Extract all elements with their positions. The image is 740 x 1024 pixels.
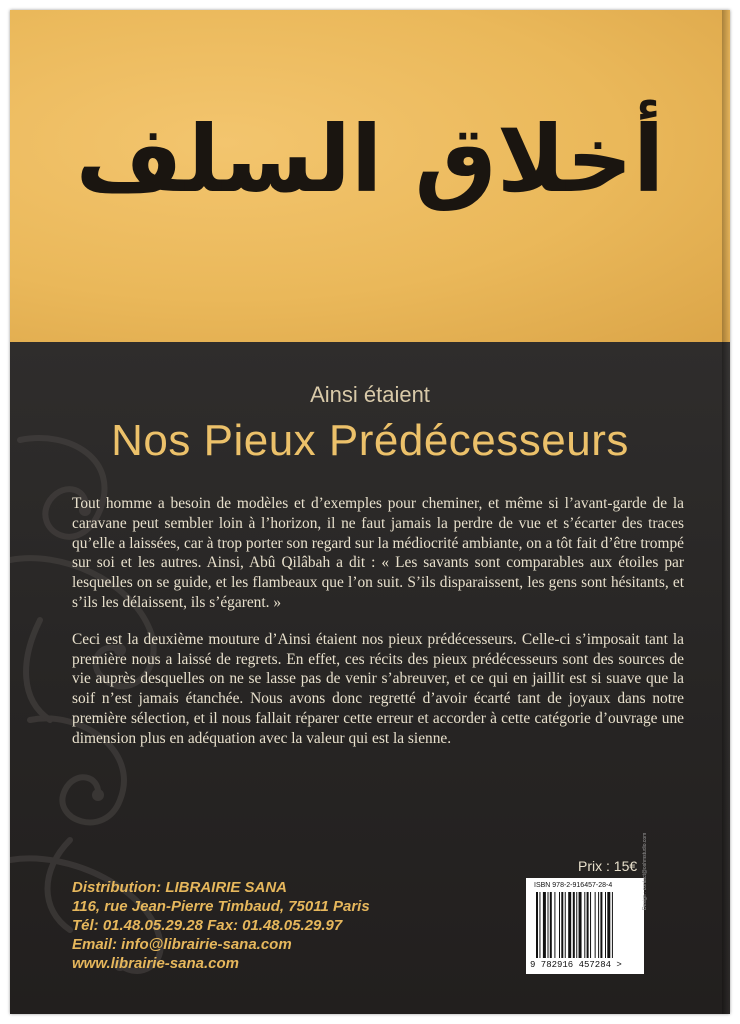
distribution-info [72,878,370,973]
spine-shadow [722,10,730,1014]
distributor-phone: Tél: 01.48.05.29.28 Fax: 01.48.05.29.97 [72,917,343,934]
distributor-email: Email: info@librairie-sana.com [72,936,292,953]
book-title: Nos Pieux Prédécesseurs [111,416,629,465]
top-gold-band [10,10,730,342]
barcode-icon [536,892,634,958]
blurb-text [72,494,684,766]
subtitle: Ainsi étaient [310,382,430,407]
barcode-number: 9 782916 457284 > [530,960,622,970]
price-label: Prix : 15€ [578,858,638,874]
blurb-paragraph: Ceci est la deuxième mouture d’Ainsi étaient nos pieux prédécesseurs. Celle-ci s’imposait tant la première nous a laissé de regrets. En effet, ces récits des pieux prédécesseurs sont des sources de vie auprès desquelles on ne se lasse pas de venir s’abreuver, et ce qui en jaillit est si suave que la soif n’est jamais étanchée. Nous avons donc regretté d’avoir écarté tant de joyaux dans notre première sélection, et il nous fallait réparer cette erreur et accorder à cette catégorie d’ouvrage une dimension plus en adéquation avec la valeur qui est la sienne. [72,630,684,747]
isbn-label: ISBN 978-2-916457-28-4 [534,882,613,889]
arabic-calligraphy-title: أخلاق السلف [75,106,665,213]
blurb-paragraph: Tout homme a besoin de modèles et d’exemples pour cheminer, et même si l’avant-garde de la caravane peut sembler loin à l’horizon, il ne faut jamais la perdre de vue et s’écarter des traces qu’elle a laissées, car à trop porter son regard sur la médiocrité ambiante, on a tôt fait d’être trompé sur soi et les autres. Ainsi, Abû Qilâbah a dit : « Les savants sont comparables aux étoiles par lesquelles on se guide, et les flambeaux que l’on suit. S’ils disparaissent, les gens sont hésitants, et s’ils les délaissent, ils s’égarent. » [72,495,684,611]
isbn-barcode [526,878,644,974]
book-back-cover [10,10,730,1014]
distributor-name: Distribution: LIBRAIRIE SANA [72,879,287,896]
design-credit: Design : contact@oshmstudio.com [642,832,648,910]
distributor-website: www.librairie-sana.com [72,955,239,972]
distributor-address: 116, rue Jean-Pierre Timbaud, 75011 Paris [72,898,370,915]
